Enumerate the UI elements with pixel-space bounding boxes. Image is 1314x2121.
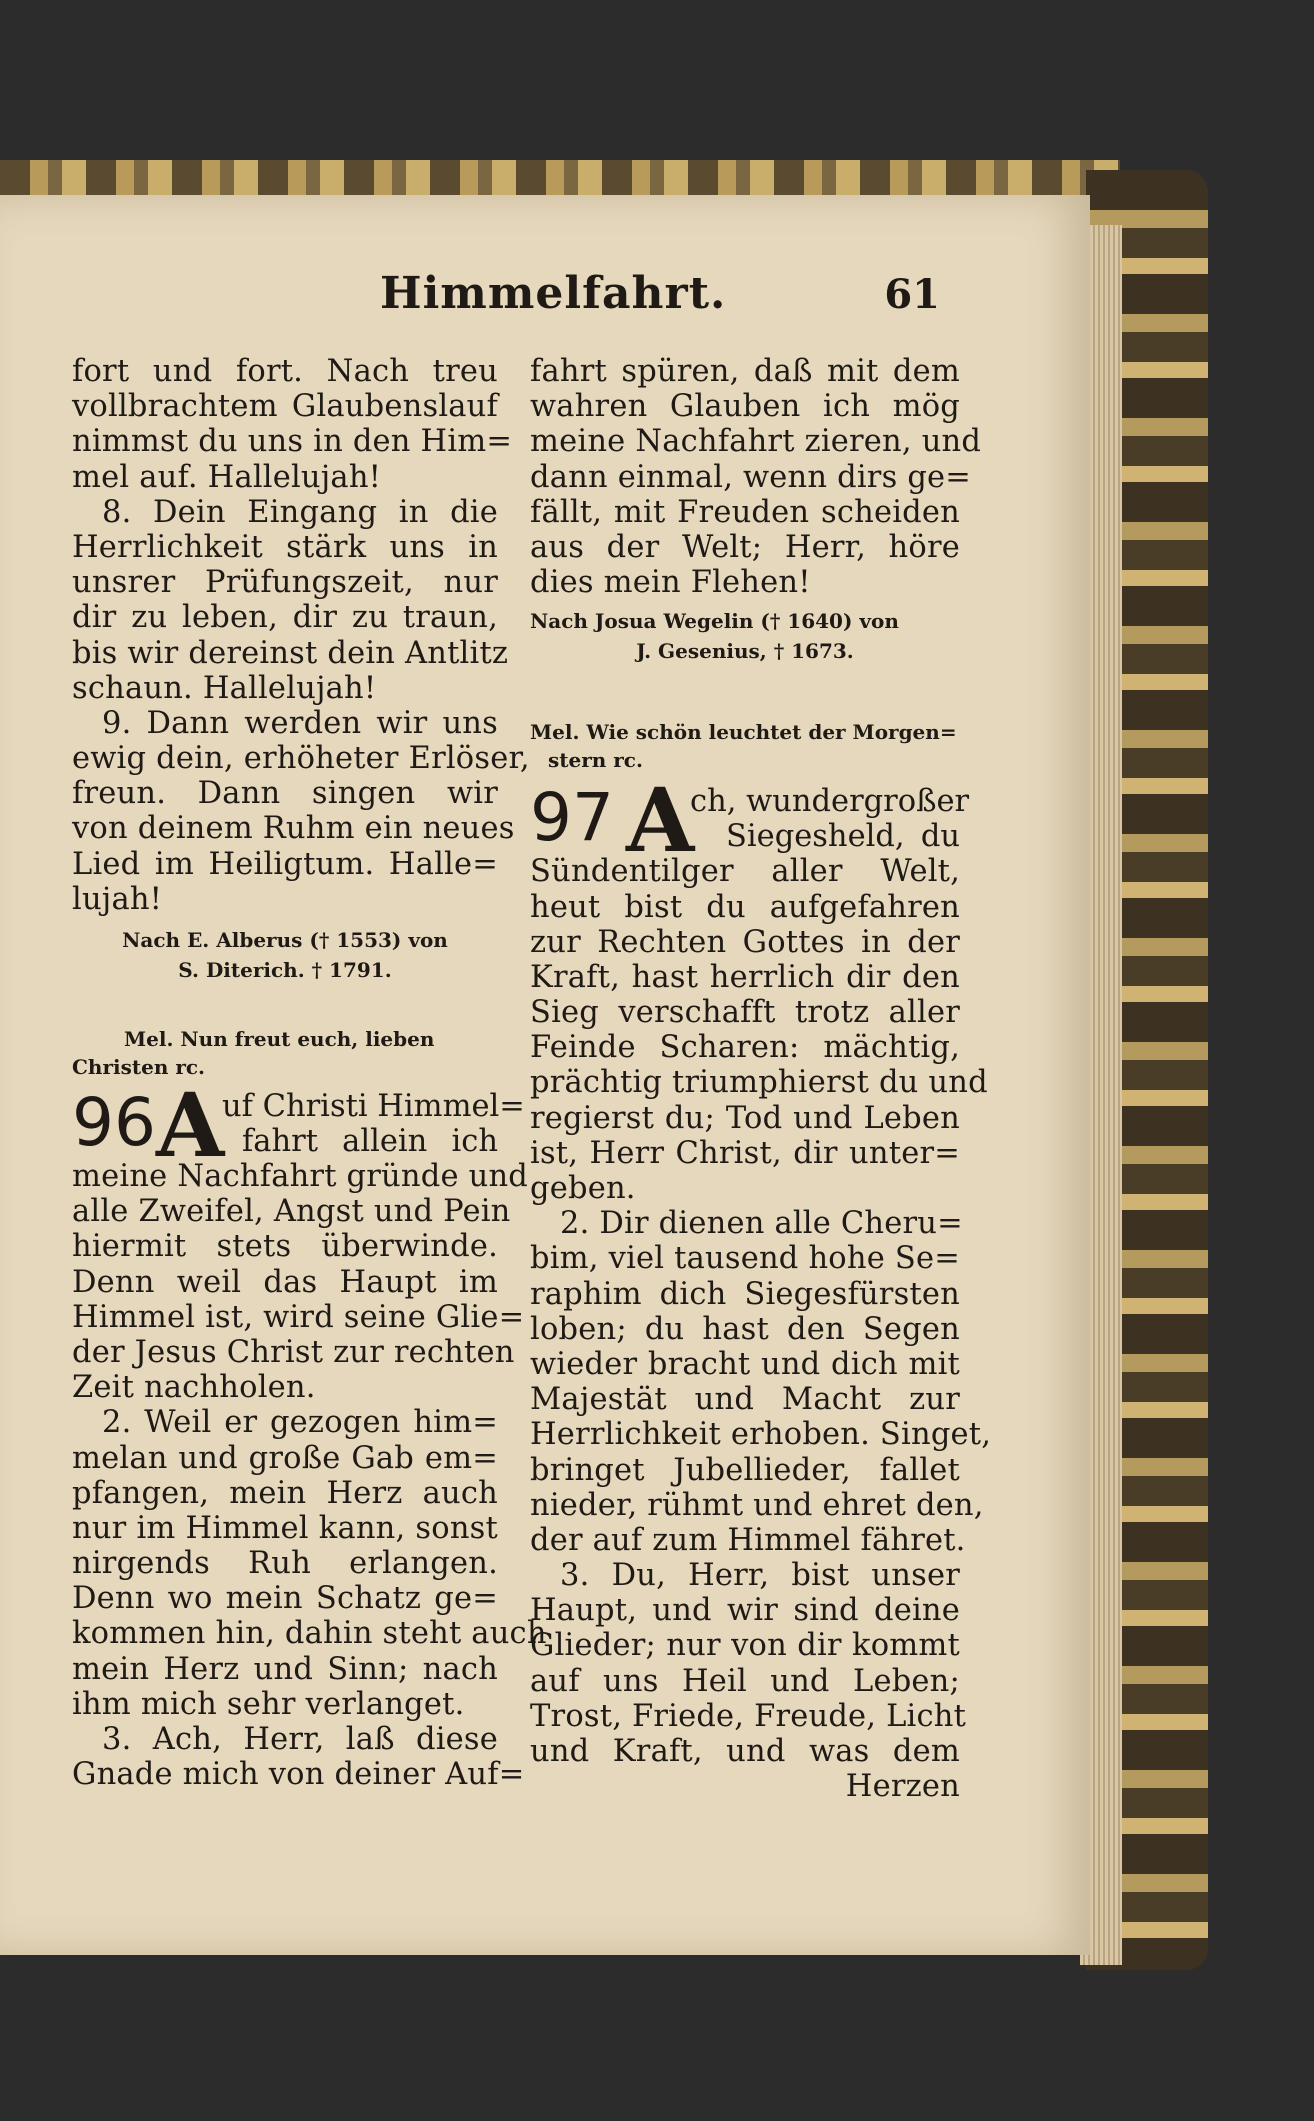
text-line: Lied im Heiligtum. Halle= bbox=[72, 846, 498, 882]
text-line: vollbrachtem Glaubenslauf bbox=[72, 389, 498, 425]
text-line: ewig dein, erhöheter Erlöser, bbox=[72, 741, 530, 777]
attribution-line: Nach Josua Wegelin († 1640) von bbox=[530, 609, 899, 634]
melody-line: Mel. Wie schön leuchtet der Morgen= bbox=[530, 720, 957, 745]
text-line: Majestät und Macht zur bbox=[530, 1382, 960, 1418]
text-line: meine Nachfahrt zieren, und bbox=[530, 424, 982, 460]
hymn-97-verse-2 bbox=[530, 1206, 992, 1558]
text-line: dir zu leben, dir zu traun, bbox=[72, 600, 498, 636]
text-line: fort und fort. Nach treu bbox=[72, 354, 498, 389]
text-line: aus der Welt; Herr, höre bbox=[530, 529, 960, 565]
text-line: Herrlichkeit stärk uns in bbox=[72, 529, 498, 565]
text-line: 3. Du, Herr, bist unser bbox=[560, 1558, 960, 1594]
text-line: dies mein Flehen! bbox=[530, 565, 811, 601]
left-column bbox=[72, 354, 547, 1793]
melody-line: Christen rc. bbox=[72, 1055, 205, 1079]
text-line: alle Zweifel, Angst und Pein bbox=[72, 1194, 511, 1230]
text-line: bis wir dereinst dein Antlitz bbox=[72, 635, 509, 671]
text-line: fahrt allein ich bbox=[242, 1124, 498, 1159]
page-title: Himmelfahrt. bbox=[380, 268, 727, 319]
text-line: fällt, mit Freuden scheiden bbox=[530, 494, 960, 530]
continued-verse bbox=[72, 354, 513, 495]
hymn-number: 97 bbox=[530, 779, 614, 857]
text-line: Glieder; nur von dir kommt bbox=[530, 1628, 960, 1664]
text-line: geben. bbox=[530, 1171, 636, 1206]
text-line: melan und große Gab em= bbox=[72, 1440, 498, 1476]
text-line: 9. Dann werden wir uns bbox=[102, 705, 498, 741]
text-line: 3. Ach, Herr, laß diese bbox=[102, 1722, 498, 1757]
hymn-number: 96 bbox=[72, 1084, 156, 1161]
text-line: uf Christi Himmel= bbox=[222, 1089, 525, 1124]
text-line: bim, viel tausend hohe Se= bbox=[530, 1241, 960, 1277]
text-line: lujah! bbox=[72, 881, 163, 917]
text-line: meine Nachfahrt gründe und bbox=[72, 1159, 529, 1194]
text-line: Siegesheld, du bbox=[726, 819, 960, 855]
melody-line: stern rc. bbox=[548, 748, 643, 773]
hymn-96-verse-2 bbox=[72, 1405, 547, 1722]
text-line: fahrt spüren, daß mit dem bbox=[530, 354, 960, 389]
text-line: mel auf. Hallelujah! bbox=[72, 459, 382, 495]
text-line: prächtig triumphierst du und bbox=[530, 1065, 988, 1101]
verse-9 bbox=[72, 705, 530, 917]
text-line: nirgends Ruh erlangen. bbox=[72, 1546, 498, 1582]
text-line: nieder, rühmt und ehret den, bbox=[530, 1487, 984, 1523]
text-line: Herrlichkeit erhoben. Singet, bbox=[530, 1417, 992, 1453]
text-line: Feinde Scharen: mächtig, bbox=[530, 1030, 960, 1066]
text-line: wahren Glauben ich mög bbox=[530, 389, 960, 425]
hymn-96-verse-1 bbox=[72, 1159, 529, 1406]
text-line: Denn wo mein Schatz ge= bbox=[72, 1581, 498, 1617]
text-line: 2. Dir dienen alle Cheru= bbox=[560, 1206, 963, 1242]
hymn-97-verse-3 bbox=[530, 1558, 967, 1769]
text-line: ihm mich sehr verlanget. bbox=[72, 1686, 465, 1722]
text-line: dann einmal, wenn dirs ge= bbox=[530, 459, 972, 495]
text-line: schaun. Hallelujah! bbox=[72, 670, 377, 706]
running-head bbox=[380, 268, 940, 319]
hymn-97-heading bbox=[530, 768, 970, 890]
continued-verse bbox=[530, 354, 982, 601]
text-line: nur im Himmel kann, sonst bbox=[72, 1510, 498, 1546]
right-column bbox=[530, 354, 992, 1805]
hymn-96-verse-3 bbox=[72, 1722, 525, 1793]
text-line: Gnade mich von deiner Auf= bbox=[72, 1757, 525, 1793]
text-line: wieder bracht und dich mit bbox=[530, 1346, 960, 1382]
text-line: freun. Dann singen wir bbox=[72, 776, 498, 812]
verse-8 bbox=[72, 494, 509, 706]
text-line: Haupt, und wir sind deine bbox=[530, 1593, 960, 1629]
text-line: Sündentilger aller Welt, bbox=[530, 854, 960, 890]
text-line: von deinem Ruhm ein neues bbox=[72, 811, 515, 847]
attribution-line: J. Gesenius, † 1673. bbox=[636, 639, 854, 664]
text-line: raphim dich Siegesfürsten bbox=[530, 1276, 960, 1312]
text-line: nimmst du uns in den Him= bbox=[72, 424, 513, 460]
text-line: 2. Weil er gezogen him= bbox=[102, 1405, 498, 1441]
drop-capital: A bbox=[626, 768, 695, 873]
text-line: und Kraft, und was dem bbox=[530, 1734, 960, 1769]
page-number: 61 bbox=[884, 271, 940, 318]
catchword: Herzen bbox=[845, 1769, 960, 1805]
text-line: bringet Jubellieder, fallet bbox=[530, 1452, 960, 1488]
text-line: 8. Dein Eingang in die bbox=[102, 494, 498, 530]
text-line: regierst du; Tod und Leben bbox=[530, 1100, 960, 1136]
text-line: loben; du hast den Segen bbox=[530, 1311, 960, 1347]
hymn-97-verse-1 bbox=[530, 854, 988, 1206]
text-line: Himmel ist, wird seine Glie= bbox=[72, 1299, 525, 1335]
text-line: Kraft, hast herrlich dir den bbox=[530, 959, 960, 995]
text-line: Zeit nachholen. bbox=[72, 1370, 316, 1406]
attribution-line: S. Diterich. † 1791. bbox=[178, 958, 392, 982]
text-line: mein Herz und Sinn; nach bbox=[72, 1651, 498, 1687]
text-line: auf uns Heil und Leben; bbox=[530, 1663, 960, 1699]
drop-capital: A bbox=[156, 1073, 225, 1177]
text-line: hiermit stets überwinde. bbox=[72, 1229, 498, 1265]
text-line: der Jesus Christ zur rechten bbox=[72, 1334, 515, 1370]
text-line: Sieg verschafft trotz aller bbox=[530, 995, 960, 1031]
hymn-96-heading bbox=[72, 1073, 529, 1195]
text-line: heut bist du aufgefahren bbox=[530, 889, 960, 925]
attribution-line: Nach E. Alberus († 1553) von bbox=[122, 928, 448, 952]
text-line: unsrer Prüfungszeit, nur bbox=[72, 565, 498, 601]
text-line: Trost, Friede, Freude, Licht bbox=[530, 1698, 967, 1734]
melody-line: Mel. Nun freut euch, lieben bbox=[124, 1027, 435, 1051]
text-line: pfangen, mein Herz auch bbox=[72, 1475, 498, 1511]
text-line: zur Rechten Gottes in der bbox=[530, 924, 960, 960]
text-line: ch, wundergroßer bbox=[690, 784, 970, 820]
text-line: kommen hin, dahin steht auch bbox=[72, 1616, 547, 1652]
text-line: ist, Herr Christ, dir unter= bbox=[530, 1135, 960, 1171]
text-line: der auf zum Himmel fähret. bbox=[530, 1522, 966, 1558]
text-line: Denn weil das Haupt im bbox=[72, 1264, 498, 1300]
